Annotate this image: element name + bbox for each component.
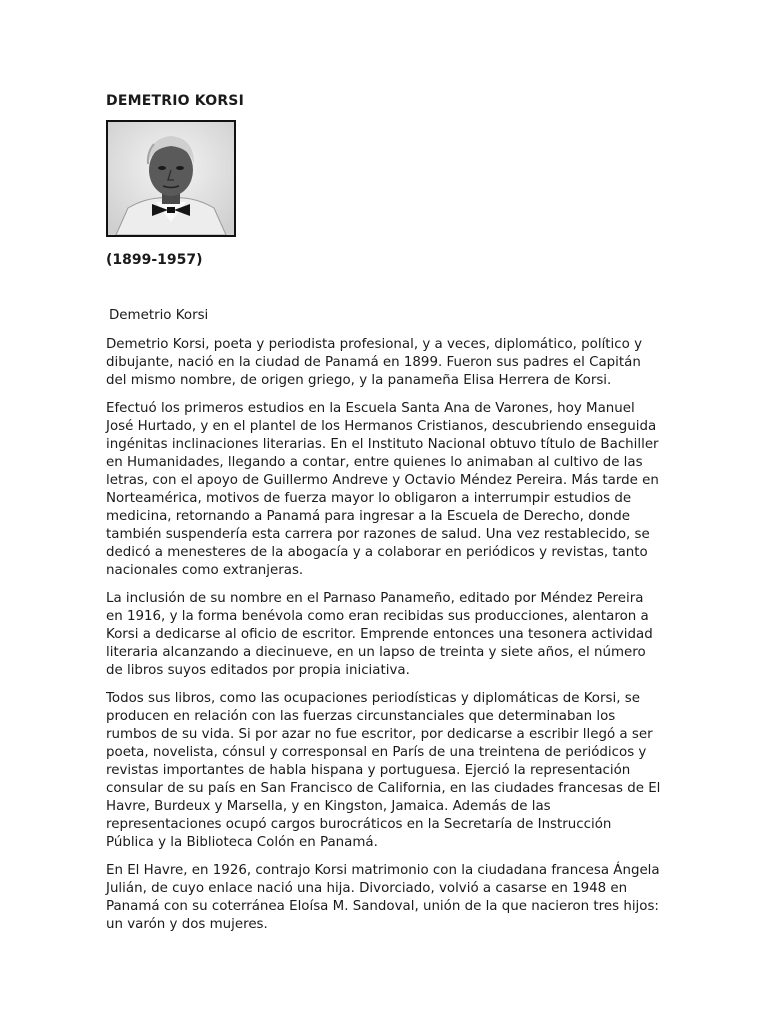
life-years: (1899-1957) <box>106 252 203 268</box>
subject-name: Demetrio Korsi <box>109 308 209 323</box>
document-page <box>106 92 662 934</box>
paragraph-5: En El Havre, en 1926, contrajo Korsi matrimonio con la ciudadana francesa Ángela Julián, de cuyo enlace nació una hija. Divorciado, volvió a casarse en 1948 en Panamá con su coterránea Eloísa M. Sandoval, unión de la que nacieron tres hijos: un varón y dos mujeres. <box>106 863 660 932</box>
portrait-photo <box>106 120 236 237</box>
document-title: DEMETRIO KORSI <box>106 93 244 109</box>
paragraph-3: La inclusión de su nombre en el Parnaso Panameño, editado por Méndez Pereira en 1916, y la forma benévola como eran recibidas sus producciones, alentaron a Korsi a dedicarse al oficio de escritor. Emprende entonces una tesonera actividad literaria alcanzando a diecinueve, en un lapso de treinta y siete años, el número de libros suyos editados por propia iniciativa. <box>106 591 653 678</box>
paragraph-4: Todos sus libros, como las ocupaciones periodísticas y diplomáticas de Korsi, se producen en relación con las fuerzas circunstanciales que determinaban los rumbos de su vida. Si por azar no fue escritor, por dedicarse a escribir llegó a ser poeta, novelista, cónsul y corresponsal en París de una treintena de periódicos y revistas importantes de habla hispana y portuguesa. Ejerció la representación consular de su país en San Francisco de California, en las ciudades francesas de El Havre, Burdeux y Marsella, y en Kingston, Jamaica. Además de las representaciones ocupó cargos burocráticos en la Secretaría de Instrucción Pública y la Biblioteca Colón en Panamá. <box>106 691 661 850</box>
paragraph-1: Demetrio Korsi, poeta y periodista profesional, y a veces, diplomático, político y dibujante, nació en la ciudad de Panamá en 1899. Fueron sus padres el Capitán del mismo nombre, de origen griego, y la panameña Elisa Herrera de Korsi. <box>106 337 642 388</box>
paragraph-2: Efectuó los primeros estudios en la Escuela Santa Ana de Varones, hoy Manuel José Hurtado, y en el plantel de los Hermanos Cristianos, descubriendo enseguida ingénitas inclinaciones literarias. En el Instituto Nacional obtuvo título de Bachiller en Humanidades, llegando a contar, entre quienes lo animaban al cultivo de las letras, con el apoyo de Guillermo Andreve y Octavio Méndez Pereira. Más tarde en Norteamérica, motivos de fuerza mayor lo obligaron a interrumpir estudios de medicina, retornando a Panamá para ingresar a la Escuela de Derecho, donde también suspendería esta carrera por razones de salud. Una vez restablecido, se dedicó a menesteres de la abogacía y a colaborar en periódicos y revistas, tanto nacionales como extranjeras. <box>106 401 659 578</box>
